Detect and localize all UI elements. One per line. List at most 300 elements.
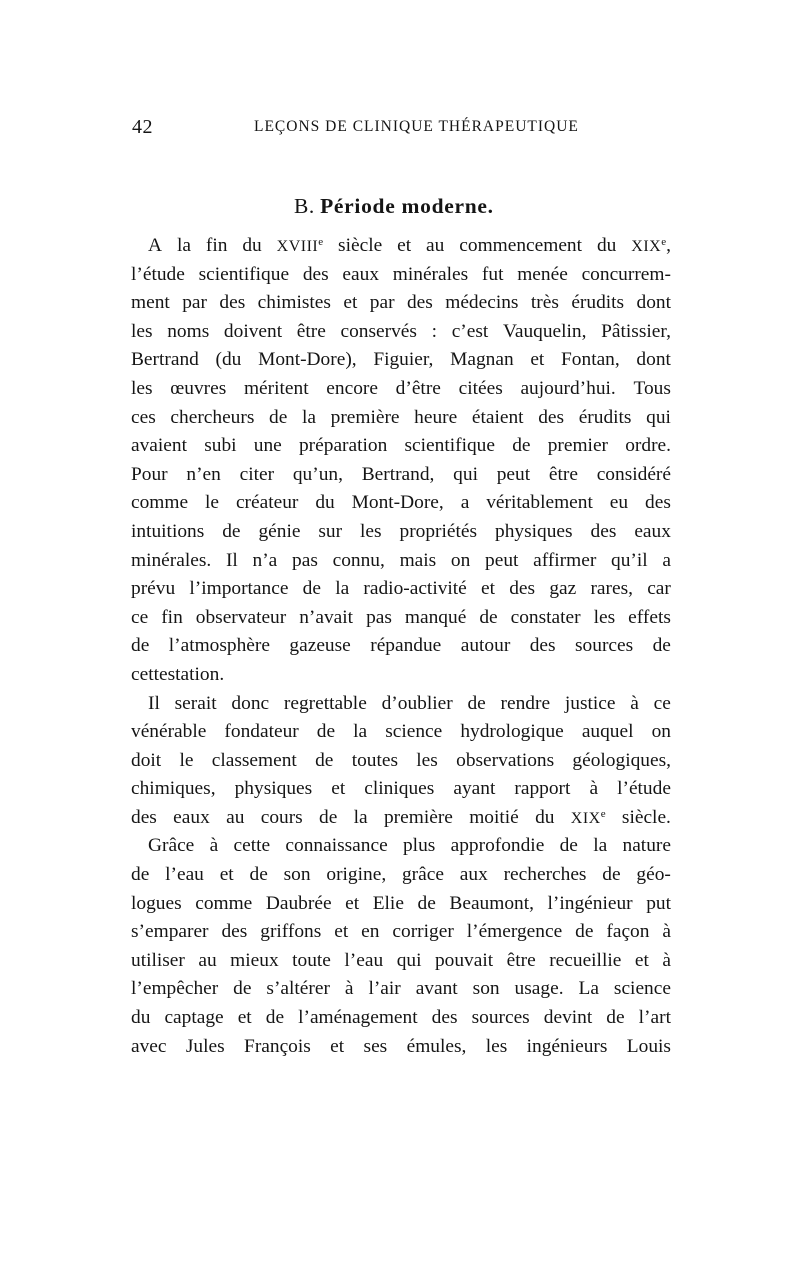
word: l’eau xyxy=(165,864,204,886)
word: manqué xyxy=(404,606,467,628)
word: observations xyxy=(456,749,555,771)
word: la xyxy=(301,406,316,428)
text-line xyxy=(131,775,671,804)
word: de xyxy=(131,635,150,657)
word: les xyxy=(416,749,438,771)
word: ces xyxy=(131,406,156,428)
word: les xyxy=(131,320,153,342)
word: n’a xyxy=(252,549,278,571)
word: science xyxy=(385,721,443,743)
word: sources xyxy=(575,635,634,657)
word: Bertrand, xyxy=(361,463,435,485)
word: serait xyxy=(174,692,217,714)
word: être xyxy=(548,463,578,485)
word: l’ingénieur xyxy=(547,892,633,914)
word: observateur xyxy=(195,606,287,628)
word: émules, xyxy=(406,1035,467,1057)
word: put xyxy=(646,892,671,914)
word: de xyxy=(233,978,252,1000)
word: à xyxy=(589,778,599,800)
word: origine, xyxy=(326,864,387,886)
word: cette xyxy=(233,835,271,857)
word: c’est xyxy=(451,320,489,342)
word: et xyxy=(634,949,649,971)
text-line xyxy=(131,918,671,947)
word: Il xyxy=(148,692,160,714)
word: Il xyxy=(225,549,238,571)
word: de xyxy=(479,606,498,628)
word: La xyxy=(578,978,599,1000)
text-line xyxy=(131,261,671,290)
word: avec xyxy=(131,1035,167,1057)
text-line xyxy=(131,346,671,375)
body-text xyxy=(131,232,671,1061)
word: qu’un, xyxy=(292,463,343,485)
word: plus xyxy=(402,835,436,857)
word: très xyxy=(530,292,559,314)
page-number: 42 xyxy=(132,116,153,138)
word: A xyxy=(148,235,163,256)
word: la xyxy=(176,235,191,256)
word: l’importance xyxy=(189,578,289,600)
word: logues xyxy=(131,892,182,914)
word: Figuier, xyxy=(373,349,434,371)
word: on xyxy=(651,721,671,743)
word: noms xyxy=(167,320,210,342)
word: ment xyxy=(131,292,170,314)
word: physiques xyxy=(495,520,573,542)
section-title: Période moderne. xyxy=(320,194,494,218)
word: usage. xyxy=(514,978,564,1000)
word: chimiques, xyxy=(131,778,216,800)
word: subi xyxy=(204,435,237,457)
word: d’oublier xyxy=(381,692,453,714)
text-line xyxy=(131,690,671,719)
word: à xyxy=(209,835,219,857)
word: des xyxy=(302,263,329,285)
word: et xyxy=(345,892,360,914)
word: les xyxy=(131,377,153,399)
word: de xyxy=(316,721,336,743)
word: moitié xyxy=(469,806,519,828)
word: (du xyxy=(215,349,242,371)
word: la xyxy=(335,578,350,600)
word: au xyxy=(226,806,245,828)
word: à xyxy=(630,692,639,714)
word: du xyxy=(131,1007,151,1029)
word: Pour xyxy=(131,463,168,485)
word: griffons xyxy=(260,921,322,943)
word: qui xyxy=(453,463,478,485)
word: fin xyxy=(205,235,228,256)
word: Grâce xyxy=(148,835,195,857)
word: l’atmosphère xyxy=(168,635,270,657)
word: l’eau xyxy=(344,949,384,971)
word: et xyxy=(530,349,545,371)
running-title: LEÇONS DE CLINIQUE THÉRAPEUTIQUE xyxy=(254,118,579,135)
word: façon xyxy=(606,921,650,943)
word: de xyxy=(302,578,321,600)
word: Vauquelin, xyxy=(502,320,587,342)
text-line xyxy=(131,804,671,833)
word: l’air xyxy=(368,978,401,1000)
word: Magnan xyxy=(450,349,514,371)
word: première xyxy=(383,806,453,828)
word: des xyxy=(219,292,246,314)
word: de xyxy=(559,835,578,857)
word: connu, xyxy=(332,549,385,571)
word xyxy=(631,232,671,261)
word: au xyxy=(426,235,445,256)
word: véritablement xyxy=(486,492,593,514)
word: de xyxy=(265,1007,285,1029)
text-line xyxy=(131,975,671,1004)
word: siècle xyxy=(338,235,383,256)
word: scientifique xyxy=(198,263,290,285)
word: son xyxy=(283,864,311,886)
word: qui xyxy=(646,406,671,428)
word: a xyxy=(662,549,671,571)
word: citer xyxy=(239,463,275,485)
word: géo- xyxy=(636,864,671,886)
century-numeral: XVIIIe xyxy=(276,236,324,255)
word: utiliser xyxy=(131,949,185,971)
word: en xyxy=(361,921,380,943)
text-line xyxy=(131,861,671,890)
word: au xyxy=(198,949,217,971)
word: de xyxy=(131,864,150,886)
word: mieux xyxy=(230,949,279,971)
text-line xyxy=(131,547,671,576)
word: Fontan, xyxy=(561,349,620,371)
word: chimistes xyxy=(257,292,331,314)
word: a xyxy=(460,492,470,514)
word: chercheurs xyxy=(170,406,255,428)
text-line xyxy=(131,232,671,261)
word: ordre. xyxy=(625,435,671,457)
text-line xyxy=(131,1004,671,1033)
word: de xyxy=(319,806,338,828)
word: sources xyxy=(471,1007,530,1029)
section-heading xyxy=(294,194,494,219)
word: aux xyxy=(459,864,488,886)
word: géologiques, xyxy=(572,749,671,771)
word: de xyxy=(652,635,671,657)
word: sur xyxy=(318,520,343,542)
word: pas xyxy=(366,606,392,628)
word: et xyxy=(219,864,234,886)
word: prévu xyxy=(131,578,176,600)
word: l’émergence xyxy=(466,921,563,943)
word: Mont-Dore), xyxy=(258,349,357,371)
word: l’étude xyxy=(131,263,185,285)
word: minérales xyxy=(392,263,469,285)
word: cours xyxy=(260,806,303,828)
word: les xyxy=(593,606,616,628)
word: l’empêcher xyxy=(131,978,219,1000)
word: ce xyxy=(131,606,149,628)
word: cliniques xyxy=(364,778,435,800)
word: pouvait xyxy=(434,949,494,971)
word: dont xyxy=(636,349,671,371)
word: et xyxy=(330,1035,345,1057)
word: recherches xyxy=(503,864,587,886)
text-line xyxy=(131,575,671,604)
word: et xyxy=(397,235,412,256)
word: concurrem- xyxy=(581,263,671,285)
text-line xyxy=(131,604,671,633)
paragraph xyxy=(131,232,671,690)
word: l’étude xyxy=(617,778,671,800)
word: auquel xyxy=(581,721,634,743)
word: l’aménagement xyxy=(298,1007,418,1029)
word: constater xyxy=(510,606,581,628)
word: des xyxy=(221,921,248,943)
word: la xyxy=(353,721,368,743)
word: de xyxy=(315,749,334,771)
word: Elie xyxy=(372,892,404,914)
word: intuitions xyxy=(131,520,205,542)
word: de xyxy=(606,1007,625,1029)
word: ingénieurs xyxy=(526,1035,608,1057)
word: Jules xyxy=(185,1035,225,1057)
word: dont xyxy=(636,292,671,314)
word: de xyxy=(512,435,531,457)
word: premier xyxy=(547,435,609,457)
word: s’emparer xyxy=(131,921,209,943)
word: avant xyxy=(415,978,458,1000)
word: François xyxy=(244,1035,311,1057)
word: n’avait xyxy=(299,606,354,628)
word: physiques xyxy=(234,778,313,800)
word: érudits xyxy=(571,292,625,314)
text-line xyxy=(131,947,671,976)
word: avaient xyxy=(131,435,187,457)
word: des xyxy=(131,806,157,828)
word: gazeuse xyxy=(289,635,351,657)
word: science xyxy=(613,978,671,1000)
word: qui xyxy=(396,949,422,971)
word: œuvres xyxy=(170,377,227,399)
word: une xyxy=(253,435,282,457)
word: les xyxy=(360,520,382,542)
word: toutes xyxy=(351,749,399,771)
word: devint xyxy=(543,1007,593,1029)
word: vénérable xyxy=(131,721,207,743)
paragraph xyxy=(131,832,671,1061)
word: à xyxy=(662,921,671,943)
word: créateur xyxy=(235,492,299,514)
word: et xyxy=(334,921,349,943)
word: : xyxy=(431,320,438,342)
word: du xyxy=(242,235,262,256)
word: doivent xyxy=(223,320,283,342)
text-line xyxy=(131,489,671,518)
running-head xyxy=(132,116,672,140)
word: la xyxy=(593,835,608,857)
word: menée xyxy=(517,263,568,285)
word: connaissance xyxy=(285,835,388,857)
text-line xyxy=(131,375,671,404)
word: nature xyxy=(622,835,671,857)
word xyxy=(277,232,323,261)
word: le xyxy=(205,492,220,514)
word: du xyxy=(315,492,335,514)
text-line xyxy=(131,404,671,433)
word: étaient xyxy=(471,406,524,428)
word: n’en xyxy=(186,463,221,485)
text-line xyxy=(131,747,671,776)
word: radio-activité xyxy=(363,578,467,600)
word: cette xyxy=(131,663,168,685)
word: rares, xyxy=(590,578,633,600)
word: justice xyxy=(564,692,616,714)
word xyxy=(571,804,606,833)
word: l’art xyxy=(638,1007,671,1029)
word: génie xyxy=(258,520,301,542)
word: ses xyxy=(363,1035,388,1057)
word: propriétés xyxy=(399,520,478,542)
word: pas xyxy=(292,549,318,571)
word: fut xyxy=(481,263,504,285)
word: comme xyxy=(131,492,189,514)
text-line xyxy=(131,632,671,661)
word: affirmer xyxy=(533,549,597,571)
word: station. xyxy=(167,663,225,685)
section-label: B. xyxy=(294,194,315,218)
word: le xyxy=(179,749,194,771)
word: Mont-Dore, xyxy=(351,492,444,514)
word: de xyxy=(467,692,486,714)
word: encore xyxy=(326,377,378,399)
word: Beaumont, xyxy=(449,892,534,914)
word: rendre xyxy=(500,692,551,714)
word: des xyxy=(590,520,617,542)
word: des xyxy=(538,406,565,428)
word: Pâtissier, xyxy=(601,320,671,342)
word: ce xyxy=(653,692,671,714)
word: aujourd’hui. xyxy=(520,377,616,399)
word: de xyxy=(602,864,621,886)
word: siècle. xyxy=(621,806,671,828)
word: gaz xyxy=(549,578,577,600)
word: méritent xyxy=(243,377,309,399)
text-line xyxy=(131,1033,671,1062)
word: peut xyxy=(496,463,531,485)
word: de xyxy=(249,864,268,886)
word: scientifique xyxy=(404,435,495,457)
word: grâce xyxy=(401,864,444,886)
word: ayant xyxy=(453,778,496,800)
word: des xyxy=(431,1007,458,1029)
century-numeral: XIXe, xyxy=(631,235,671,256)
word: des xyxy=(509,578,536,600)
word: et xyxy=(481,578,496,600)
word: Daubrée xyxy=(265,892,332,914)
word: corriger xyxy=(392,921,454,943)
word: approfondie xyxy=(450,835,545,857)
text-line xyxy=(131,518,671,547)
paragraph xyxy=(131,690,671,833)
word: de xyxy=(417,892,436,914)
word: eu xyxy=(609,492,629,514)
word: à xyxy=(662,949,671,971)
text-line xyxy=(131,318,671,347)
word: hydrologique xyxy=(460,721,564,743)
word: répandue xyxy=(370,635,442,657)
text-line xyxy=(131,661,671,690)
word: eaux xyxy=(634,520,671,542)
text-line xyxy=(131,432,671,461)
word: fondateur xyxy=(224,721,299,743)
word: son xyxy=(472,978,500,1000)
word: des xyxy=(406,292,433,314)
word: médecins xyxy=(445,292,519,314)
century-numeral: XIXe xyxy=(570,807,606,827)
word: captage xyxy=(164,1007,224,1029)
word: donc xyxy=(231,692,270,714)
word: d’être xyxy=(395,377,441,399)
word: préparation xyxy=(298,435,388,457)
word: commencement xyxy=(459,235,583,256)
word: eaux xyxy=(173,806,210,828)
word: première xyxy=(330,406,400,428)
text-line xyxy=(131,289,671,318)
word: être xyxy=(296,320,326,342)
word: regrettable xyxy=(283,692,367,714)
word: les xyxy=(485,1035,508,1057)
word: effets xyxy=(628,606,671,628)
word: être xyxy=(506,949,536,971)
word: classement xyxy=(211,749,297,771)
word: s’altérer xyxy=(266,978,330,1000)
word: du xyxy=(535,806,555,828)
word: à xyxy=(344,978,354,1000)
word: Tous xyxy=(633,377,671,399)
word: Louis xyxy=(626,1035,671,1057)
word: par xyxy=(369,292,395,314)
word: considéré xyxy=(596,463,671,485)
word: heure xyxy=(414,406,458,428)
word: conservés xyxy=(340,320,417,342)
word: fin xyxy=(161,606,183,628)
word: autour xyxy=(460,635,511,657)
word: par xyxy=(182,292,207,314)
word: de xyxy=(222,520,241,542)
word: on xyxy=(450,549,471,571)
word: érudits xyxy=(578,406,632,428)
word: car xyxy=(647,578,671,600)
word: Bertrand xyxy=(131,349,199,371)
word: et xyxy=(331,778,346,800)
word: du xyxy=(596,235,617,256)
word: des xyxy=(645,492,671,514)
word: comme xyxy=(195,892,253,914)
text-line xyxy=(131,718,671,747)
word: qu’il xyxy=(611,549,648,571)
word: des xyxy=(529,635,556,657)
word: minérales. xyxy=(131,549,212,571)
word: peut xyxy=(485,549,519,571)
text-line xyxy=(131,461,671,490)
word: et xyxy=(343,292,358,314)
word: recueillie xyxy=(549,949,622,971)
word: de xyxy=(269,406,288,428)
text-line xyxy=(131,890,671,919)
word: mais xyxy=(399,549,437,571)
word: de xyxy=(575,921,594,943)
word: doit xyxy=(131,749,162,771)
